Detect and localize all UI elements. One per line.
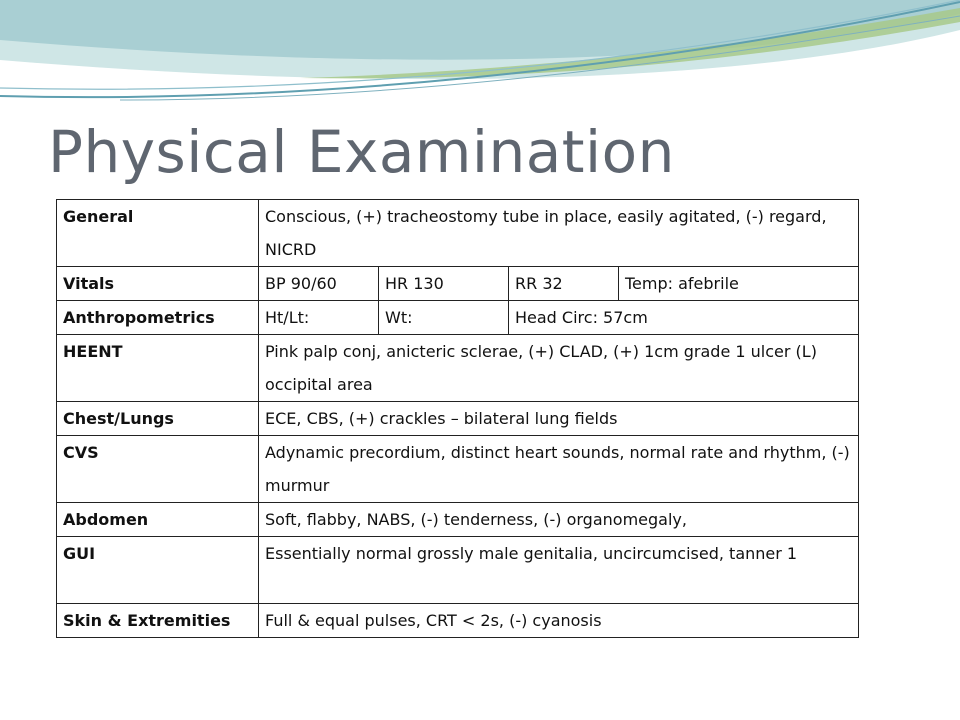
table-row <box>57 436 859 503</box>
row-label-gui: GUI <box>57 537 259 604</box>
row-label-anthropometrics: Anthropometrics <box>57 301 259 335</box>
row-value-heent: Pink palp conj, anicteric sclerae, (+) CLAD, (+) 1cm grade 1 ulcer (L) occipital area <box>259 335 859 402</box>
table-row <box>57 537 859 604</box>
row-value-cvs: Adynamic precordium, distinct heart sounds, normal rate and rhythm, (-) murmur <box>259 436 859 503</box>
vital-temp: Temp: afebrile <box>619 267 859 301</box>
vital-bp: BP 90/60 <box>259 267 379 301</box>
row-value-chest-lungs: ECE, CBS, (+) crackles – bilateral lung fields <box>259 402 859 436</box>
row-label-abdomen: Abdomen <box>57 503 259 537</box>
vital-rr: RR 32 <box>509 267 619 301</box>
physical-exam-table <box>56 199 859 638</box>
row-label-vitals: Vitals <box>57 267 259 301</box>
row-label-general: General <box>57 200 259 267</box>
row-label-heent: HEENT <box>57 335 259 402</box>
row-value-general: Conscious, (+) tracheostomy tube in place, easily agitated, (-) regard, NICRD <box>259 200 859 267</box>
row-label-cvs: CVS <box>57 436 259 503</box>
anthro-weight: Wt: <box>379 301 509 335</box>
table-row <box>57 402 859 436</box>
table-row <box>57 604 859 638</box>
vital-hr: HR 130 <box>379 267 509 301</box>
row-label-skin-extremities: Skin & Extremities <box>57 604 259 638</box>
table-row <box>57 200 859 267</box>
row-value-skin-extremities: Full & equal pulses, CRT < 2s, (-) cyanosis <box>259 604 859 638</box>
table-row <box>57 335 859 402</box>
row-value-abdomen: Soft, flabby, NABS, (-) tenderness, (-) organomegaly, <box>259 503 859 537</box>
page-title: Physical Examination <box>48 118 675 186</box>
row-value-gui: Essentially normal grossly male genitalia, uncircumcised, tanner 1 <box>259 537 859 604</box>
anthro-head-circ: Head Circ: 57cm <box>509 301 859 335</box>
table-row <box>57 503 859 537</box>
row-label-chest-lungs: Chest/Lungs <box>57 402 259 436</box>
table-row <box>57 301 859 335</box>
header-wave-decoration <box>0 0 960 110</box>
anthro-height: Ht/Lt: <box>259 301 379 335</box>
table-row <box>57 267 859 301</box>
